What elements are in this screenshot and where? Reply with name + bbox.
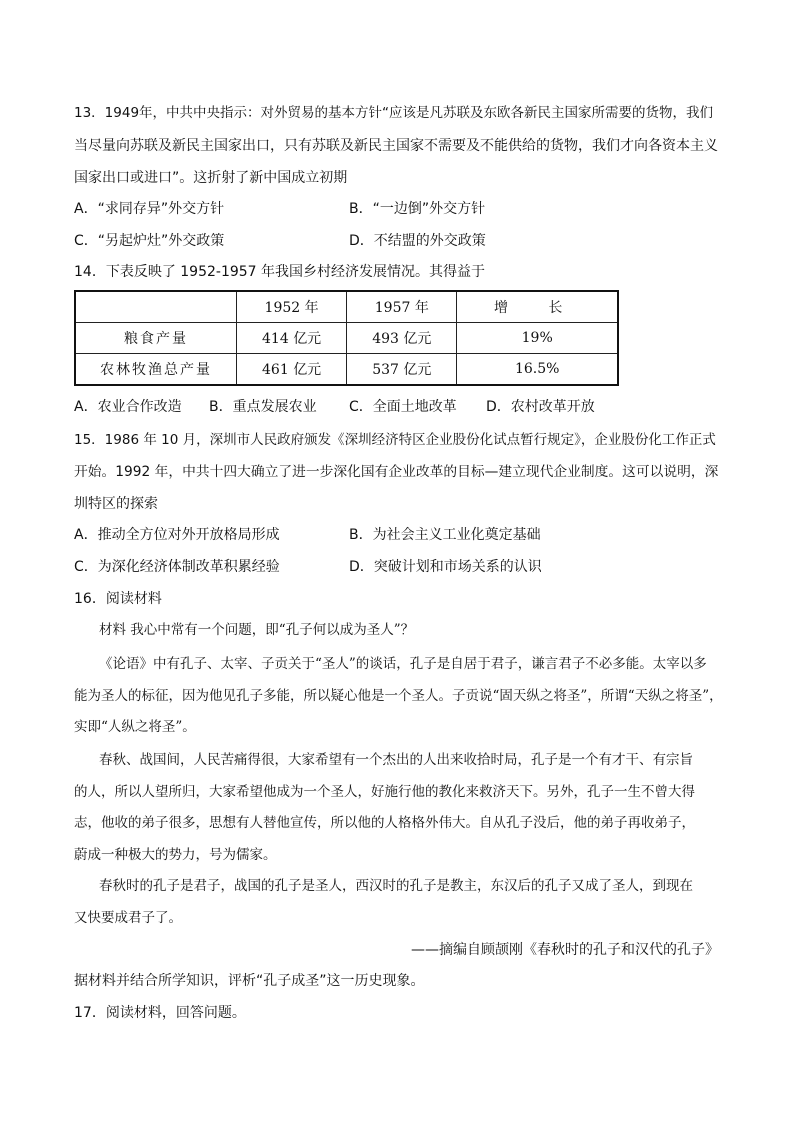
q15-option-d: D．突破计划和市场关系的认识 [349, 559, 542, 575]
q13-option-a: A．“求同存异”外交方针 [74, 201, 225, 217]
q14-stem: 14．下表反映了 1952-1957 年我国乡村经济发展情况。其得益于 [74, 264, 486, 280]
q16-material-p2-line4: 蔚成一种极大的势力，号为儒家。 [74, 847, 277, 863]
table-cell: 493 亿元 [347, 323, 457, 354]
table-header-cell: 1957 年 [347, 291, 457, 323]
q13-option-c: C．“另起炉灶”外交政策 [74, 233, 225, 249]
q14-option-a: A．农业合作改造 [74, 399, 182, 415]
q15-option-a: A．推动全方位对外开放格局形成 [74, 527, 280, 543]
q14-option-d: D．农村改革开放 [486, 399, 595, 415]
q16-title: 16．阅读材料 [74, 591, 162, 607]
q15-option-c: C．为深化经济体制改革积累经验 [74, 559, 280, 575]
q14-option-c: C．全面土地改革 [349, 399, 457, 415]
q16-material-p1-line1: 《论语》中有孔子、太宰、子贡关于“圣人”的谈话，孔子是自居于君子，谦言君子不必多能。太宰以多 [99, 656, 707, 672]
table-header-row [75, 291, 618, 323]
q16-material-p1-line3: 实即“人纵之将圣”。 [74, 719, 196, 735]
q16-material-p3-line1: 春秋时的孔子是君子，战国的孔子是圣人，西汉时的孔子是教主，东汉后的孔子又成了圣人，到现在 [99, 878, 693, 894]
q13-stem-line1: 13．1949年，中共中央指示：对外贸易的基本方针“应该是凡苏联及东欧各新民主国家所需要的货物，我们 [74, 105, 714, 121]
q13-option-b: B．“一边倒”外交方针 [349, 201, 486, 217]
table-cell: 461 亿元 [237, 354, 347, 386]
q15-option-b: B．为社会主义工业化奠定基础 [349, 527, 541, 543]
q13-stem-line3: 国家出口或进口”。这折射了新中国成立初期 [74, 170, 348, 186]
table-cell: 537 亿元 [347, 354, 457, 386]
q15-stem-line3: 圳特区的探索 [74, 496, 158, 512]
table-cell: 农林牧渔总产量 [75, 354, 237, 386]
q15-stem-line2: 开始。1992 年，中共十四大确立了进一步深化国有企业改革的目标—建立现代企业制度。这可以说明，深 [74, 464, 719, 480]
q17-title: 17．阅读材料，回答问题。 [74, 1005, 246, 1021]
table-row [75, 354, 618, 386]
q16-material-p2-line3: 志，他收的弟子很多，思想有人替他宣传，所以他的人格格外伟大。自从孔子没后，他的弟子再收弟子， [74, 815, 695, 831]
q15-stem-line1: 15．1986 年 10 月，深圳市人民政府颁发《深圳经济特区企业股份化试点暂行规定》，企业股份化工作正式 [74, 432, 716, 448]
q16-question: 据材料并结合所学知识，评析“孔子成圣”这一历史现象。 [74, 973, 425, 989]
table-cell: 16.5% [457, 354, 618, 386]
q16-material-p2-line1: 春秋、战国间，人民苦痛得很，大家希望有一个杰出的人出来收拾时局，孔子是一个有才干、有宗旨 [99, 752, 693, 768]
q16-material-p1-line2: 能为圣人的标征，因为他见孔子多能，所以疑心他是一个圣人。子贡说“固天纵之将圣”，所谓“天纵之将圣”， [74, 688, 723, 704]
q16-material-intro: 材料 我心中常有一个问题，即“孔子何以成为圣人”？ [99, 622, 415, 638]
q16-source: ——摘编自顾颉刚《春秋时的孔子和汉代的孔子》 [411, 942, 719, 958]
q14-option-b: B．重点发展农业 [209, 399, 317, 415]
table-cell: 粮食产量 [75, 323, 237, 354]
q13-option-d: D．不结盟的外交政策 [349, 233, 486, 249]
q16-material-p2-line2: 的人，所以人望所归，大家希望他成为一个圣人，好施行他的教化来救济天下。另外，孔子一生不曾大得 [74, 784, 695, 800]
table-header-cell: 1952 年 [237, 291, 347, 323]
table-header-cell: 增 长 [457, 291, 618, 323]
q14-data-table [74, 290, 619, 386]
table-cell: 19% [457, 323, 618, 354]
q13-stem-line2: 当尽量向苏联及新民主国家出口，只有苏联及新民主国家不需要及不能供给的货物，我们才向各资本主义 [74, 138, 718, 154]
table-header-cell [75, 291, 237, 323]
q16-material-p3-line2: 又快要成君子了。 [74, 910, 182, 926]
table-cell: 414 亿元 [237, 323, 347, 354]
table-row [75, 323, 618, 354]
